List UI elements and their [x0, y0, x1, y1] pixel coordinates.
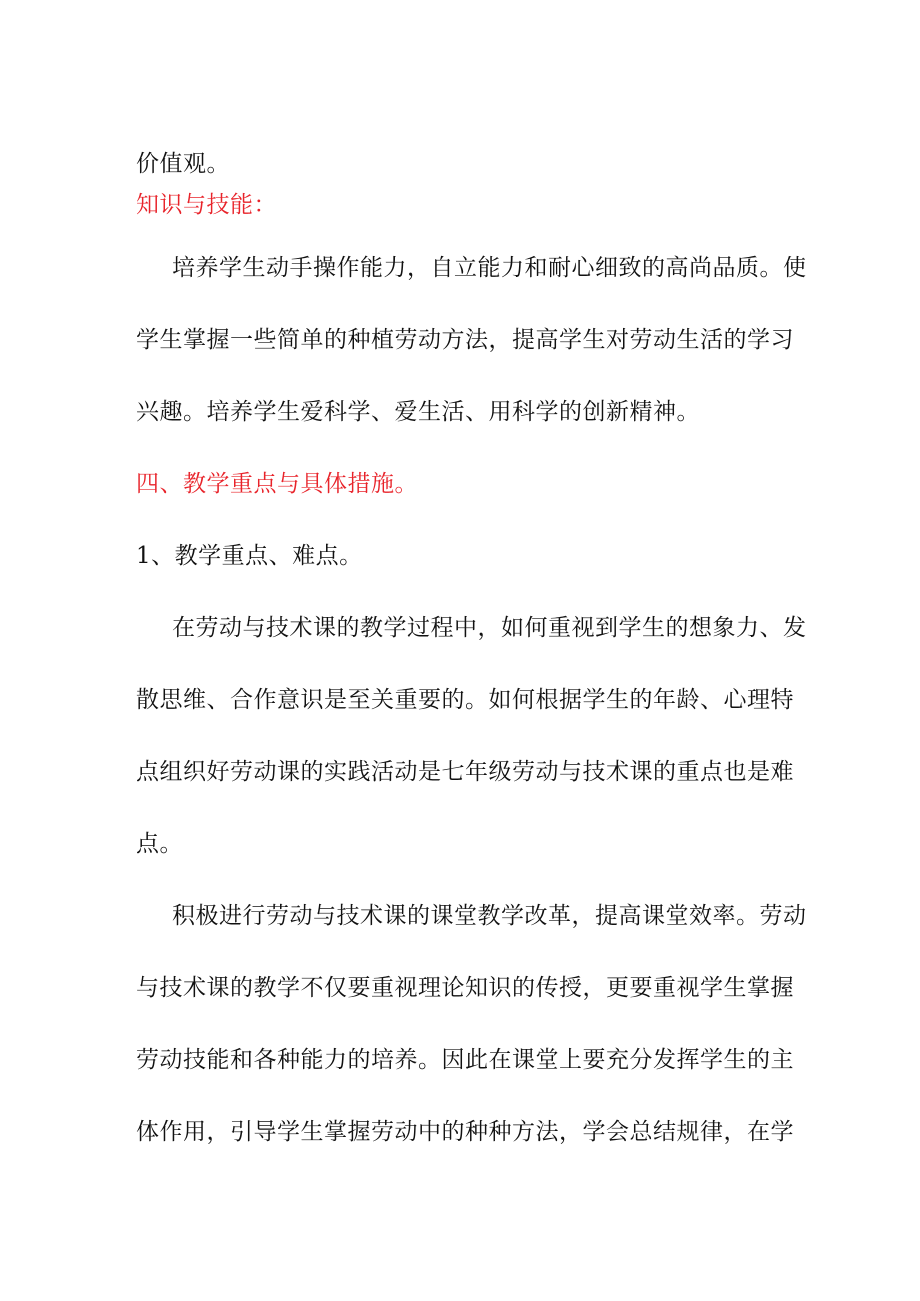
- paragraph-line: 点组织好劳动课的实践活动是七年级劳动与技术课的重点也是难: [136, 759, 794, 785]
- subsection-heading: 1、教学重点、难点。: [136, 543, 363, 569]
- section-heading-teaching-focus: 四、教学重点与具体措施。: [136, 471, 418, 497]
- paragraph-line: 兴趣。培养学生爱科学、爱生活、用科学的创新精神。: [136, 399, 700, 425]
- paragraph-line: 学生掌握一些简单的种植劳动方法，提高学生对劳动生活的学习: [136, 327, 794, 353]
- paragraph-line: 劳动技能和各种能力的培养。因此在课堂上要充分发挥学生的主: [136, 1047, 794, 1073]
- paragraph-line: 积极进行劳动与技术课的课堂教学改革，提高课堂效率。劳动: [172, 903, 807, 929]
- paragraph-line: 点。: [136, 831, 183, 857]
- paragraph-line: 与技术课的教学不仅要重视理论知识的传授，更要重视学生掌握: [136, 975, 794, 1001]
- section-heading-knowledge-skills: 知识与技能：: [136, 192, 277, 218]
- paragraph-line: 散思维、合作意识是至关重要的。如何根据学生的年龄、心理特: [136, 687, 794, 713]
- text-line: 价值观。: [136, 151, 230, 177]
- paragraph-line: 在劳动与技术课的教学过程中，如何重视到学生的想象力、发: [172, 615, 807, 641]
- paragraph-line: 体作用，引导学生掌握劳动中的种种方法，学会总结规律，在学: [136, 1119, 794, 1145]
- paragraph-line: 培养学生动手操作能力，自立能力和耐心细致的高尚品质。使: [172, 255, 807, 281]
